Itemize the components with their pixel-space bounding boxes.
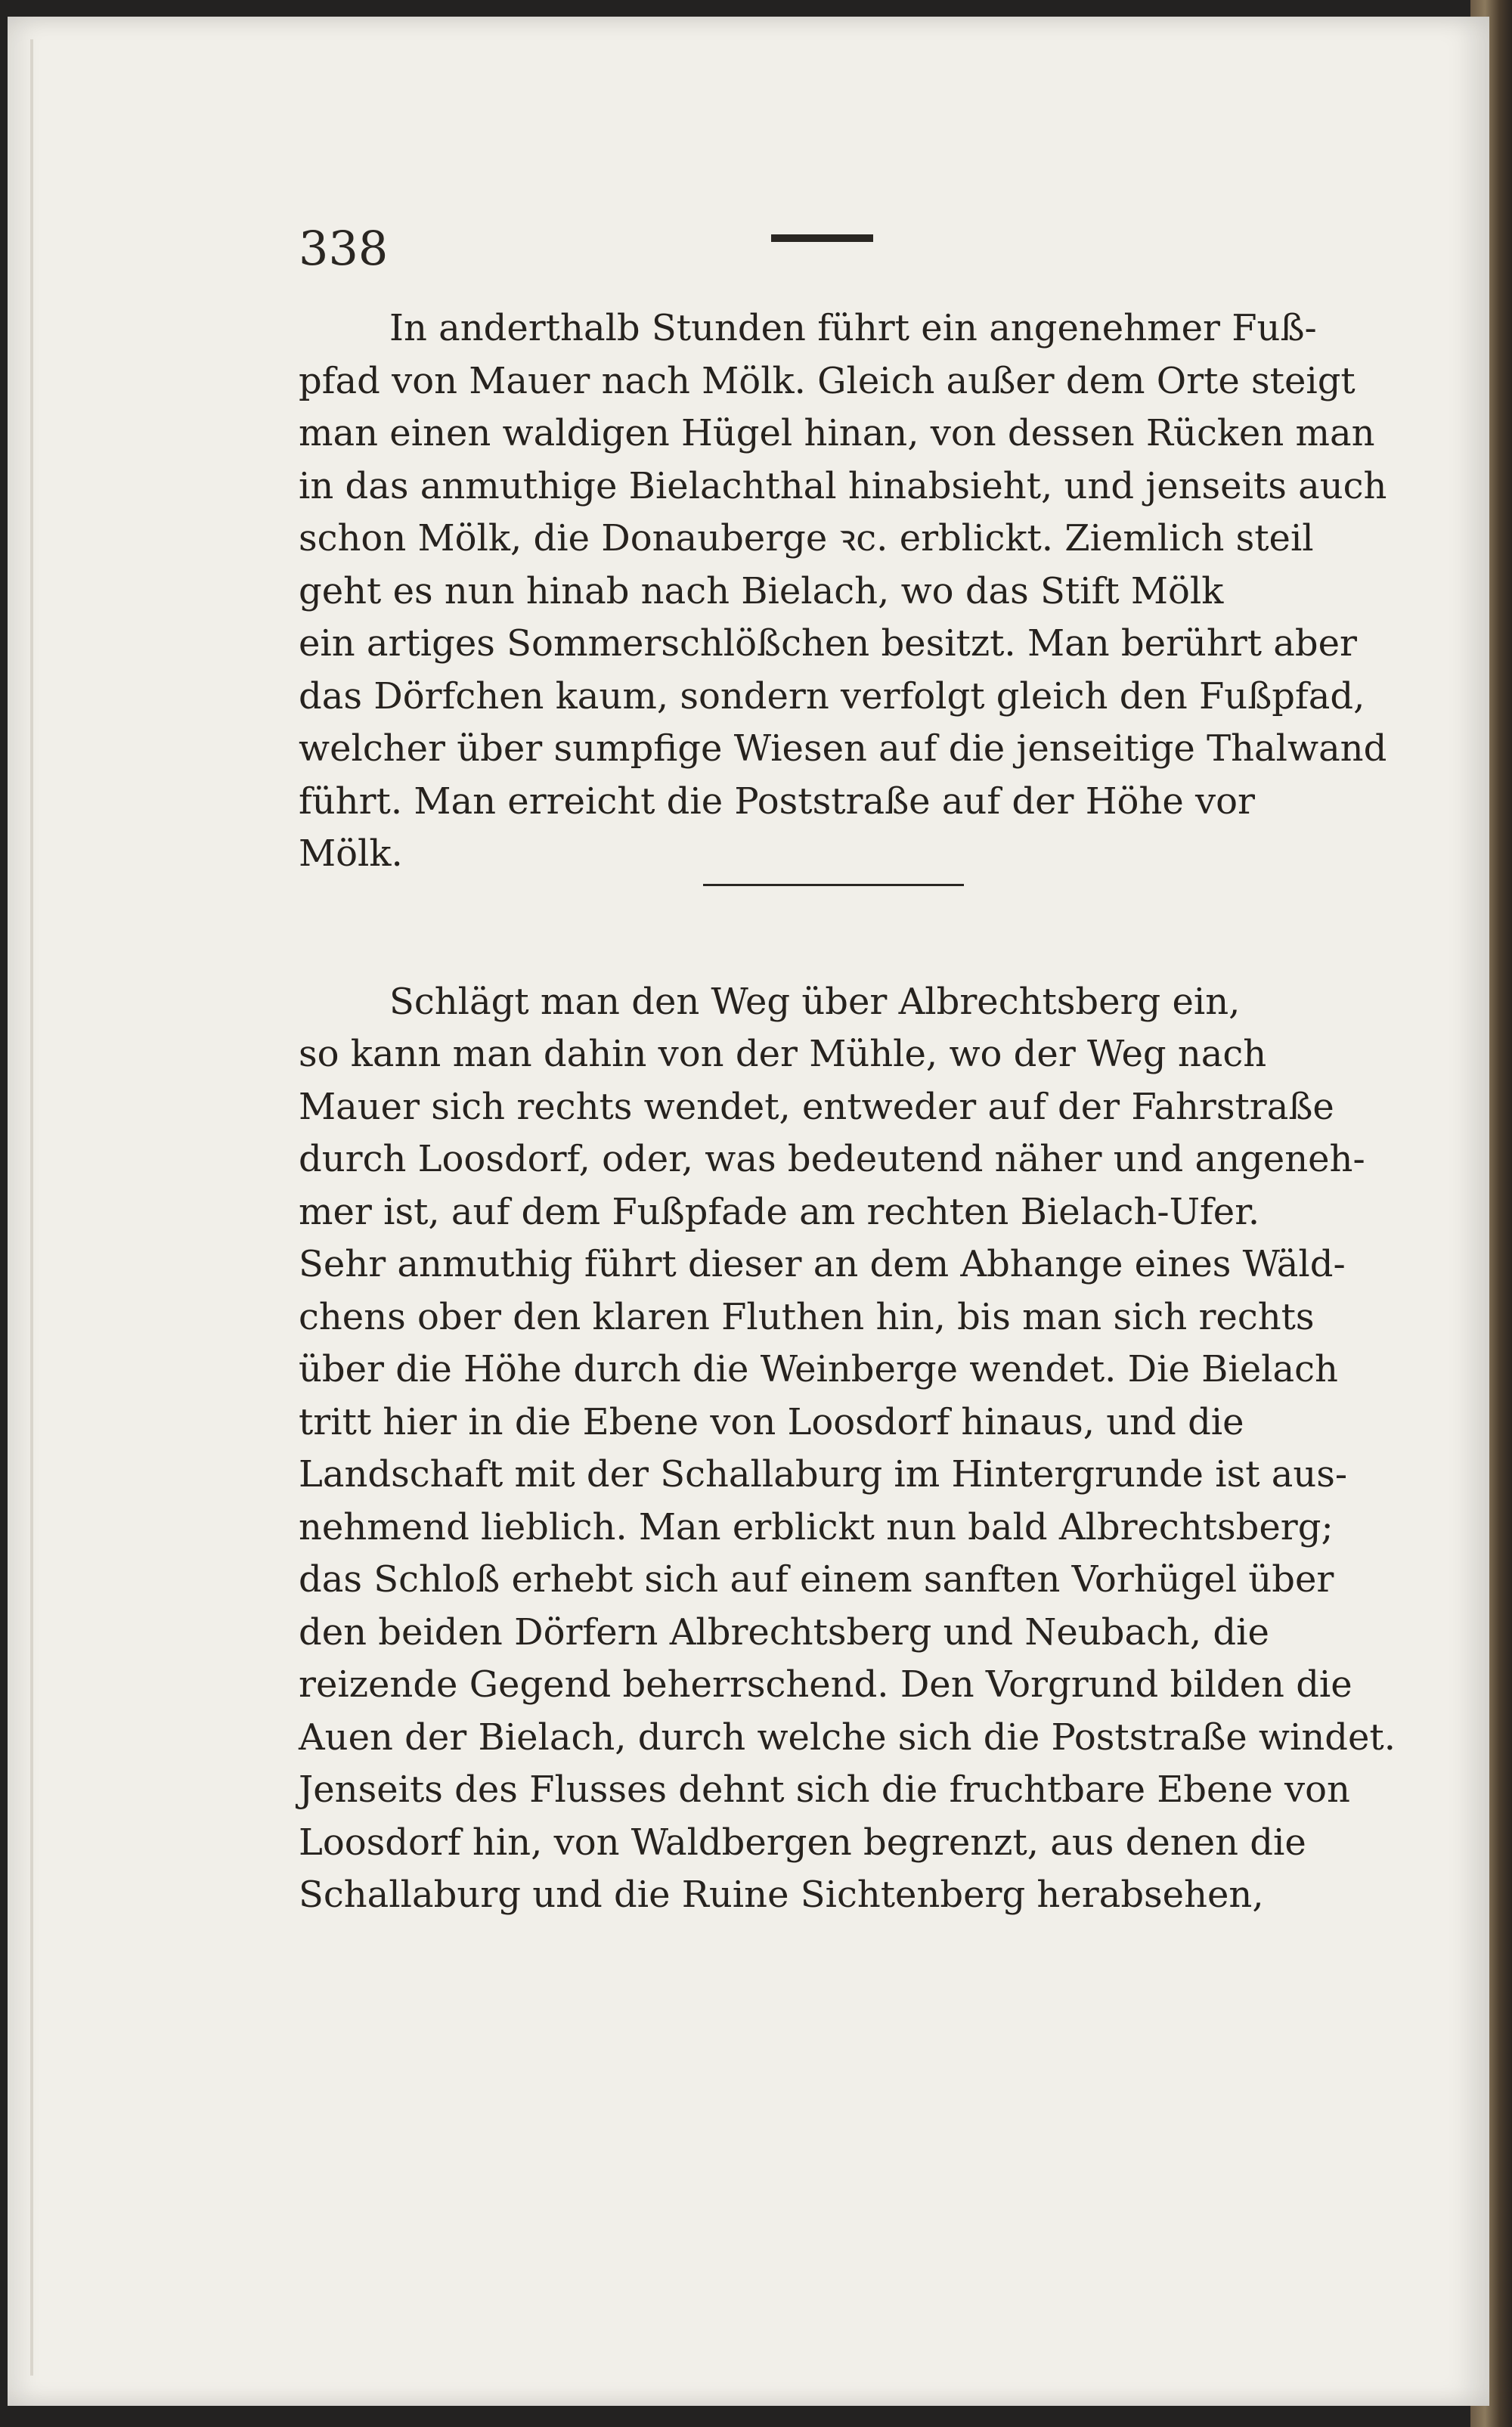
text-line: das Schloß erhebt sich auf einem sanften Vorhügel über — [299, 1558, 1334, 1601]
text-line: Jenseits des Flusses dehnt sich die fruchtbare Ebene von — [299, 1768, 1350, 1811]
text-line: Schlägt man den Weg über Albrechtsberg ein, — [389, 980, 1241, 1023]
text-line: Auen der Bielach, durch welche sich die Poststraße windet. — [299, 1716, 1396, 1759]
text-line: mer ist, auf dem Fußpfade am rechten Bielach-Ufer. — [299, 1190, 1260, 1233]
text-line: Landschaft mit der Schallaburg im Hintergrunde ist aus- — [299, 1453, 1348, 1496]
text-line: schon Mölk, die Donauberge ꝛc. erblickt. Ziemlich steil — [299, 517, 1314, 559]
page-number: 338 — [299, 221, 389, 276]
text-line: über die Höhe durch die Weinberge wendet. Die Bielach — [299, 1348, 1338, 1390]
text-line: so kann man dahin von der Mühle, wo der Weg nach — [299, 1033, 1267, 1075]
paragraph — [299, 302, 1387, 881]
text-line: ein artiges Sommerschlößchen besitzt. Man berührt aber — [299, 622, 1357, 665]
header-rule — [771, 234, 873, 242]
page-gutter — [30, 39, 33, 2376]
section-divider — [299, 881, 1365, 934]
text-line: den beiden Dörfern Albrechtsberg und Neubach, die — [299, 1610, 1269, 1654]
paragraph — [299, 976, 1396, 1922]
text-line: nehmend lieblich. Man erblickt nun bald Albrechtsberg; — [299, 1505, 1334, 1548]
text-line: in das anmuthige Bielachthal hinabsieht, und jenseits auch — [299, 464, 1387, 507]
text-line: tritt hier in die Ebene von Loosdorf hinaus, und die — [299, 1400, 1244, 1443]
text-line: das Dörfchen kaum, sondern verfolgt gleich den Fußpfad, — [299, 674, 1365, 718]
text-line: pfad von Mauer nach Mölk. Gleich außer dem Orte steigt — [299, 359, 1356, 402]
text-line: Schallaburg und die Ruine Sichtenberg herabsehen, — [299, 1874, 1264, 1916]
text-line: Loosdorf hin, von Waldbergen begrenzt, aus denen die — [299, 1821, 1306, 1864]
text-line: Mölk. — [299, 832, 403, 875]
text-line: Mauer sich rechts wendet, entweder auf der Fahrstraße — [299, 1085, 1334, 1128]
text-line: welcher über sumpfige Wiesen auf die jenseitige Thalwand — [299, 727, 1387, 770]
text-line: chens ober den klaren Fluthen hin, bis man sich rechts — [299, 1295, 1315, 1338]
text-line: Sehr anmuthig führt dieser an dem Abhange eines Wäld- — [299, 1243, 1346, 1285]
text-line: reizende Gegend beherrschend. Den Vorgrund bilden die — [299, 1663, 1352, 1706]
text-line: durch Loosdorf, oder, was bedeutend näher und angeneh- — [299, 1138, 1365, 1180]
text-line: man einen waldigen Hügel hinan, von dessen Rücken man — [299, 412, 1375, 454]
text-line: In anderthalb Stunden führt ein angenehmer Fuß- — [389, 307, 1317, 349]
text-line: geht es nun hinab nach Bielach, wo das Stift Mölk — [299, 569, 1224, 612]
text-line: führt. Man erreicht die Poststraße auf der Höhe vor — [299, 780, 1255, 823]
text-body — [299, 302, 1396, 1922]
divider-rule — [703, 884, 964, 886]
